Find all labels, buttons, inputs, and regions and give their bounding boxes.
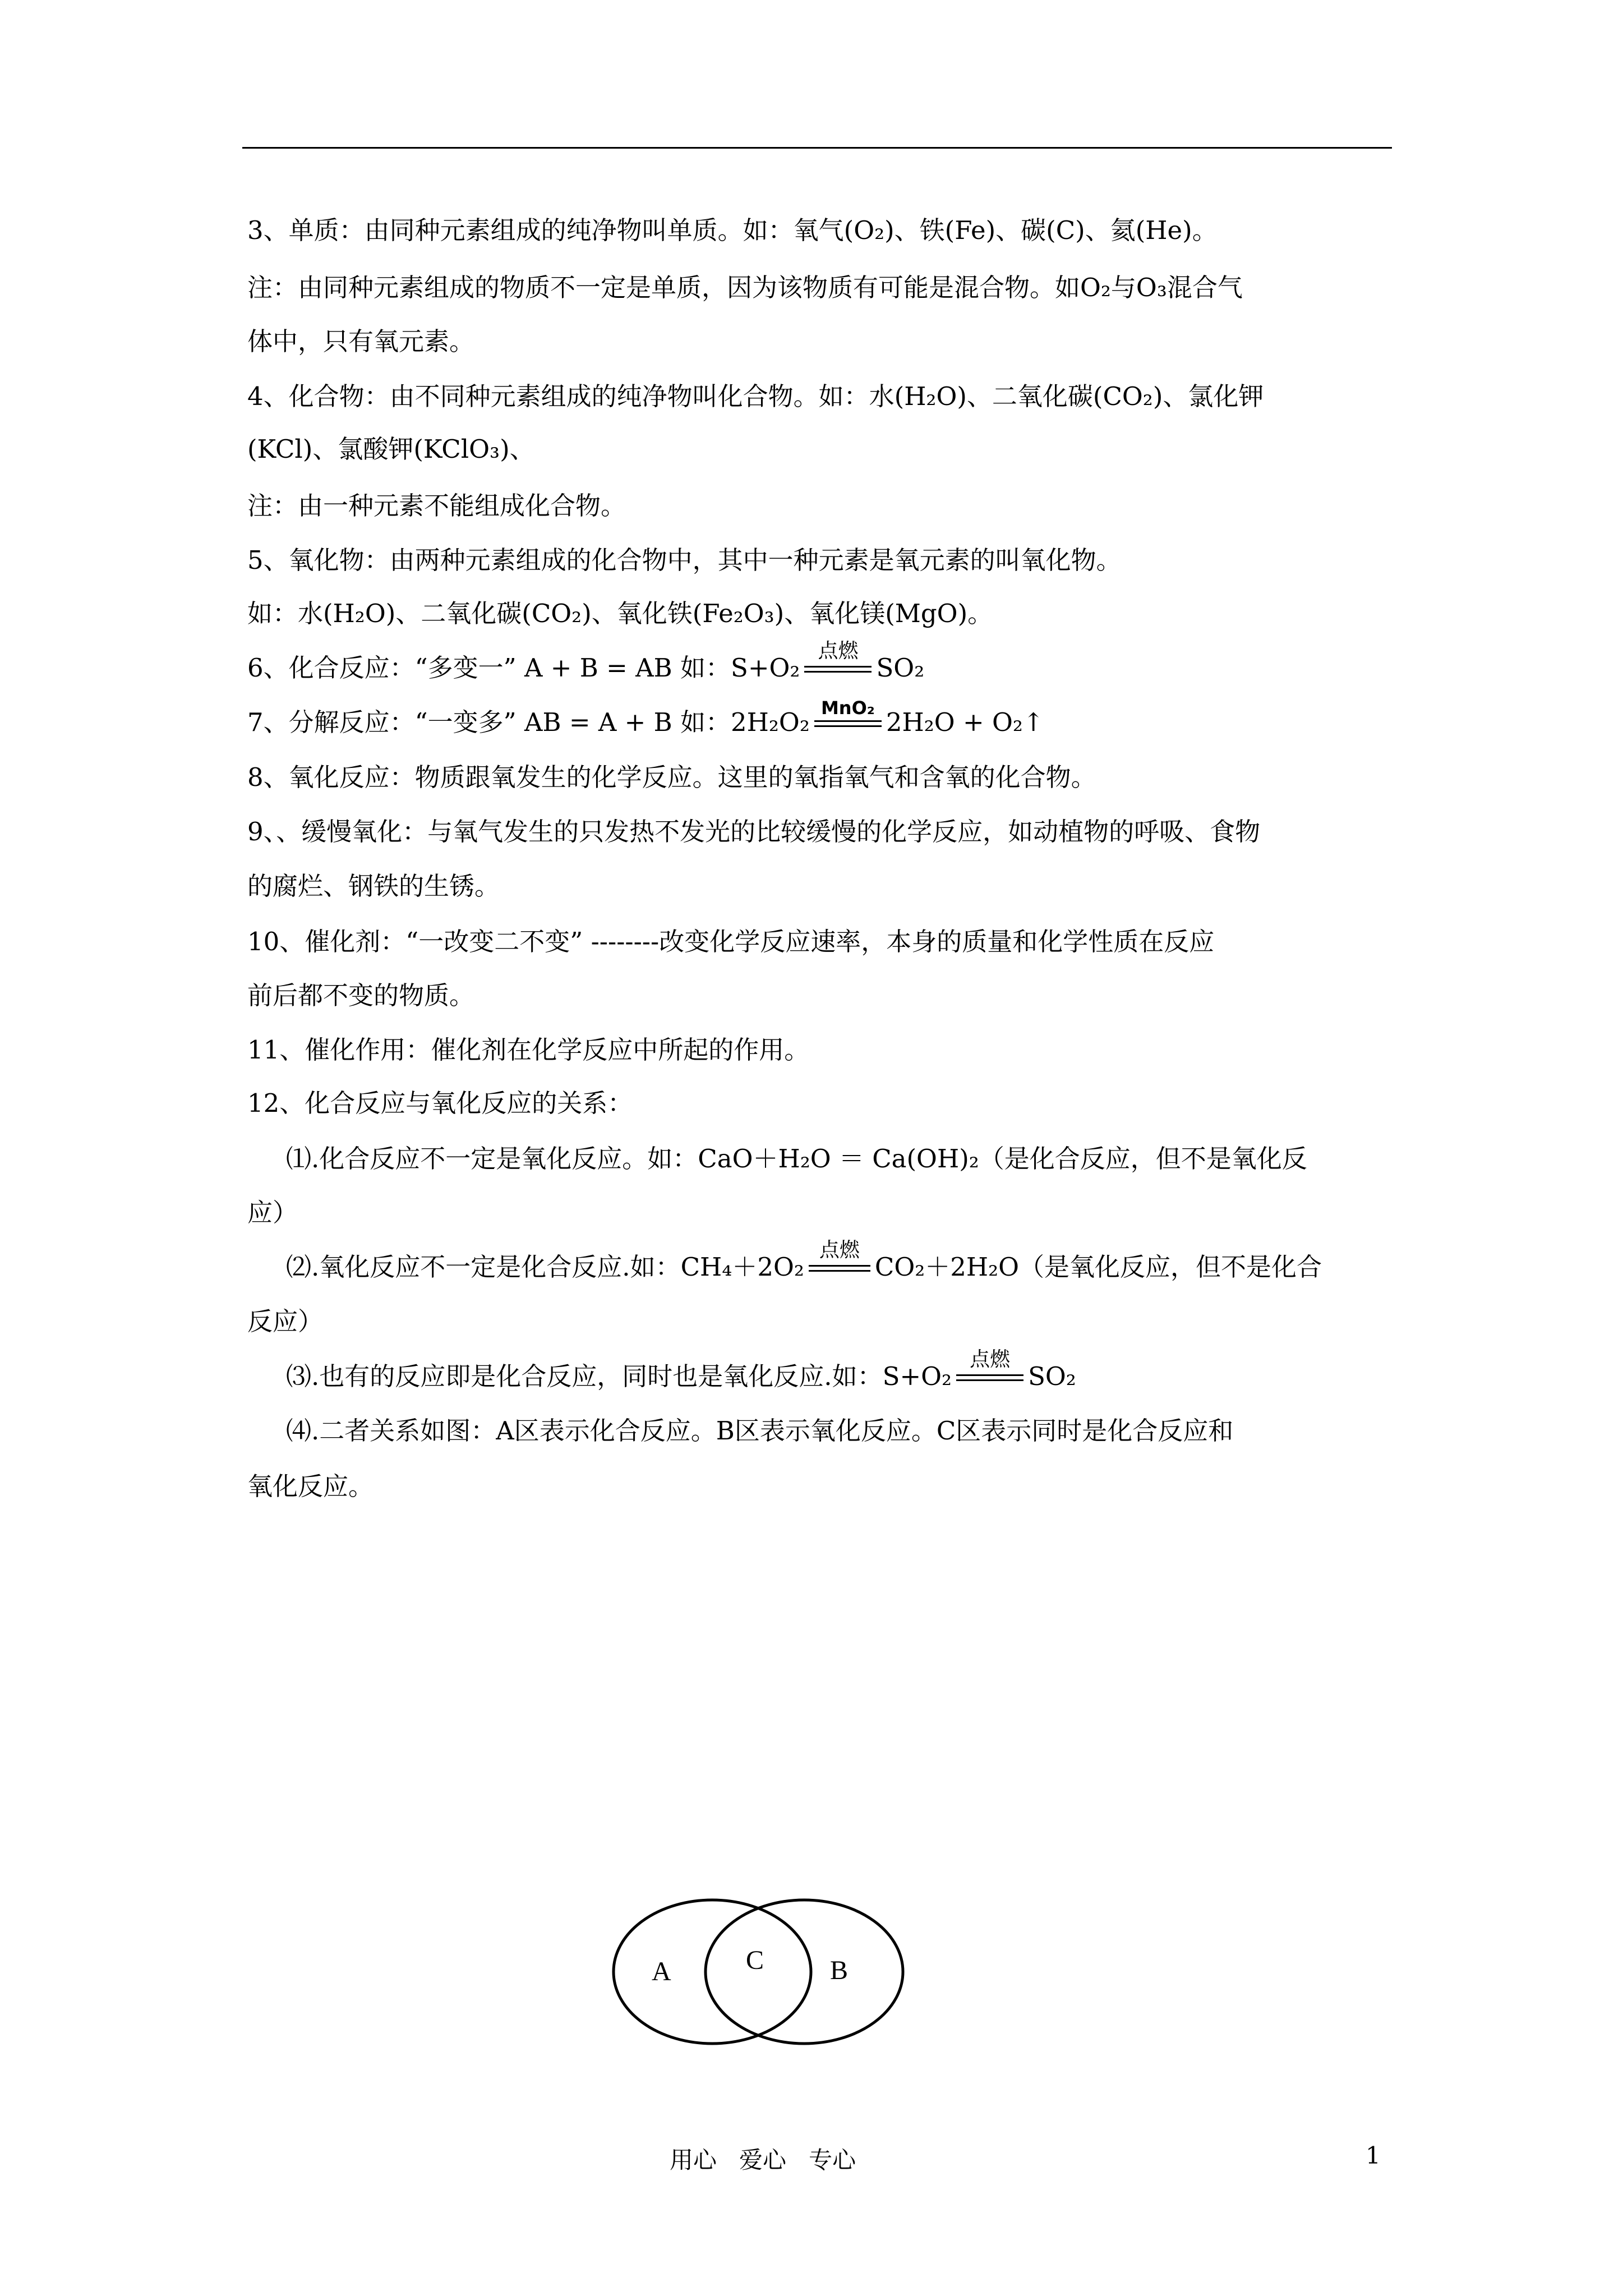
text-line: 3、单质：由同种元素组成的纯净物叫单质。如：氧气(O₂)、铁(Fe)、碳(C)、氦(He)。 (247, 215, 1218, 245)
eq-product: 2H₂O + O₂↑ (886, 707, 1044, 737)
eq-product: SO₂ (876, 653, 925, 683)
text-line: 注：由同种元素组成的物质不一定是单质，因为该物质有可能是混合物。如O₂与O₃混合气 (247, 273, 1243, 302)
text-line: 4、化合物：由不同种元素组成的纯净物叫化合物。如：水(H₂O)、二氧化碳(CO₂)、氯化钾 (247, 381, 1264, 411)
eq-prefix: ⑶.也有的反应即是化合反应，同时也是氧化反应.如：S+O₂ (286, 1361, 952, 1391)
text-line: 11、催化作用：催化剂在化学反应中所起的作用。 (247, 1035, 810, 1065)
text-line: 8、氧化反应：物质跟氧发生的化学反应。这里的氧指氧气和含氧的化合物。 (247, 762, 1096, 792)
text-line: 9、、缓慢氧化：与氧气发生的只发热不发光的比较缓慢的化学反应，如动植物的呼吸、食物 (247, 817, 1261, 846)
reaction-arrow (809, 1238, 870, 1274)
eq-prefix: ⑵.氧化反应不一定是化合反应.如：CH₄＋2O₂ (286, 1252, 804, 1282)
eq-product: CO₂＋2H₂O（是氧化反应，但不是化合 (874, 1252, 1322, 1282)
reaction-condition: 点燃 (970, 1347, 1011, 1371)
venn-circle-a (614, 1900, 811, 2044)
eq-prefix: 7、分解反应：“一变多” AB = A + B 如：2H₂O₂ (247, 707, 810, 737)
text-line: 体中，只有氧元素。 (247, 326, 475, 356)
text-line: 应） (247, 1198, 298, 1227)
venn-diagram (583, 1885, 920, 2053)
text-line: 如：水(H₂O)、二氧化碳(CO₂)、氧化铁(Fe₂O₃)、氧化镁(MgO)。 (247, 599, 993, 628)
venn-label-a: A (652, 1957, 671, 1986)
text-line: 前后都不变的物质。 (247, 981, 475, 1010)
text-line: 5、氧化物：由两种元素组成的化合物中，其中一种元素是氧元素的叫氧化物。 (247, 545, 1122, 575)
equation-line-6 (247, 639, 925, 683)
venn-label-c: C (746, 1945, 764, 1975)
text-line: 10、催化剂：“一改变二不变” --------改变化学反应速率，本身的质量和化学性质在反应 (247, 927, 1215, 956)
text-line: 的腐烂、钢铁的生锈。 (247, 871, 500, 901)
reaction-arrow (814, 697, 882, 729)
reaction-condition: MnO₂ (820, 697, 875, 719)
footer-motto: 用心 爱心 专心 (670, 2146, 856, 2174)
eq-prefix: 6、化合反应：“多变一” A + B = AB 如：S+O₂ (247, 653, 800, 683)
venn-circle-b (706, 1900, 903, 2044)
page-number: 1 (1366, 2142, 1381, 2169)
reaction-condition: 点燃 (818, 639, 859, 662)
text-line: 注：由一种元素不能组成化合物。 (247, 491, 626, 521)
equation-line-12-3 (286, 1347, 1076, 1391)
reaction-condition: 点燃 (819, 1238, 860, 1262)
equation-line-12-2 (286, 1238, 1322, 1282)
text-line: ⑷.二者关系如图：A区表示化合反应。B区表示氧化反应。C区表示同时是化合反应和 (286, 1416, 1234, 1446)
equation-line-7 (247, 697, 1044, 737)
header-rule (242, 147, 1392, 149)
venn-label-b: B (830, 1955, 849, 1985)
text-line: 氧化反应。 (247, 1471, 374, 1501)
eq-product: SO₂ (1028, 1361, 1076, 1391)
reaction-arrow (956, 1347, 1023, 1383)
text-line: 12、化合反应与氧化反应的关系： (247, 1088, 633, 1118)
text-line: 反应） (247, 1306, 324, 1336)
text-line: (KCl)、氯酸钾(KClO₃)、 (247, 434, 535, 464)
reaction-arrow (804, 639, 872, 675)
text-line: ⑴.化合反应不一定是氧化反应。如：CaO＋H₂O ＝ Ca(OH)₂（是化合反应，但不是氧化反 (286, 1144, 1307, 1174)
